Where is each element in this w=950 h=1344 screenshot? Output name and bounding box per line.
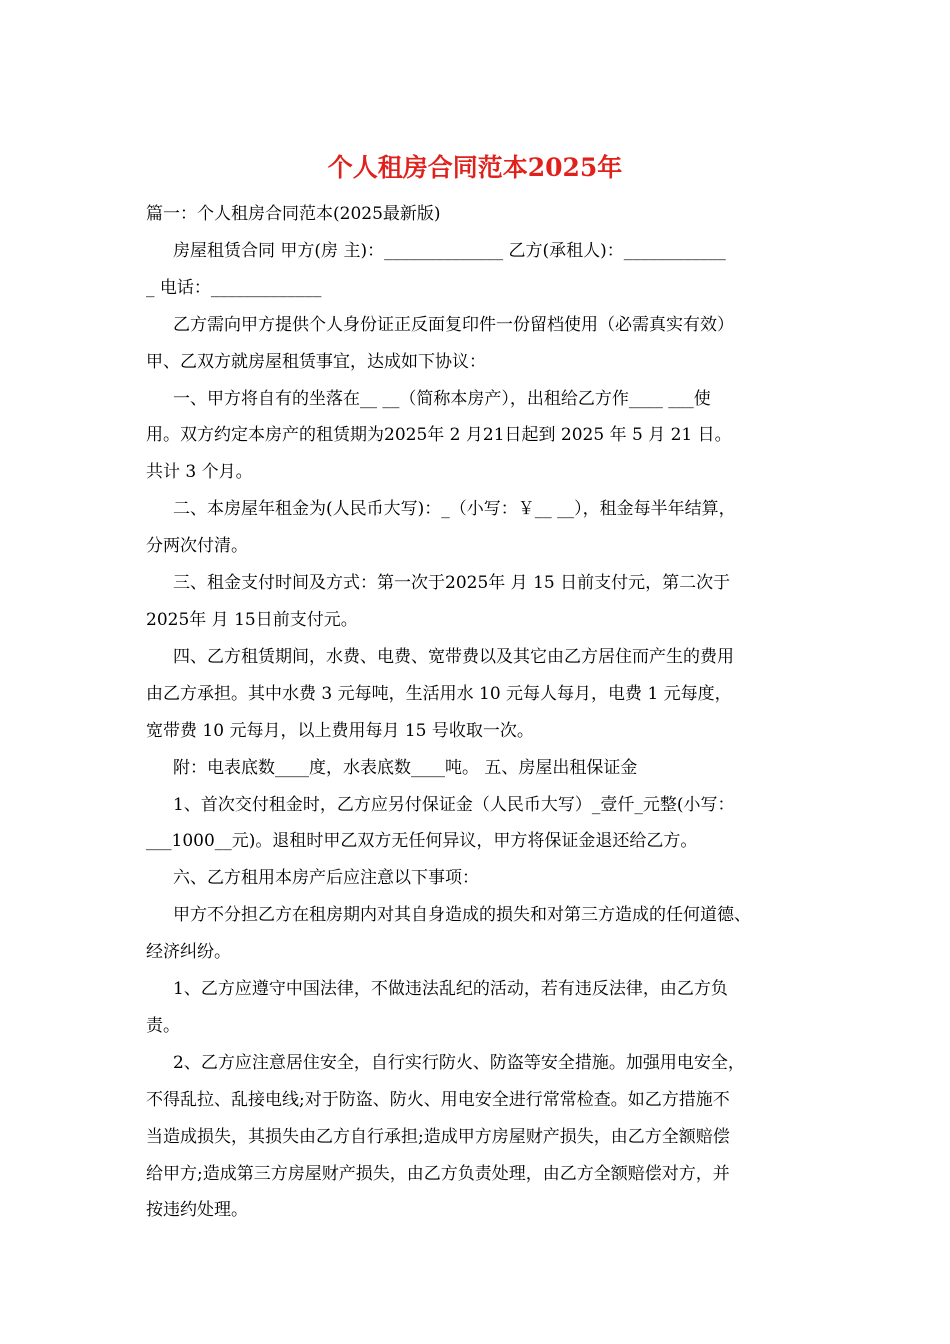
text-line: 二、本房屋年租金为(人民币大写)：_（小写：￥__ __），租金每半年结算， — [173, 499, 736, 520]
text-line: _ 电话：_____________ — [146, 277, 322, 298]
text-line: 甲方不分担乙方在租房期内对其自身造成的损失和对第三方造成的任何道德、 — [173, 905, 751, 926]
document-body — [146, 196, 814, 1229]
text-line: 宽带费 10 元每月，以上费用每月 15 号收取一次。 — [146, 720, 534, 741]
text-line: 共计 3 个月。 — [146, 462, 253, 483]
text-line: 2025年 月 15日前支付元。 — [146, 609, 358, 630]
text-line: 三、租金支付时间及方式：第一次于2025年 月 15 日前支付元，第二次于 — [173, 573, 731, 594]
text-line: 六、乙方租用本房产后应注意以下事项： — [173, 868, 479, 889]
text-line: 分两次付清。 — [146, 536, 248, 557]
text-line: 经济纠纷。 — [146, 942, 231, 963]
text-line: ___1000__元)。退租时甲乙双方无任何异议，甲方将保证金退还给乙方。 — [146, 831, 698, 852]
text-line: 按违约处理。 — [146, 1200, 248, 1221]
text-line: 责。 — [146, 1015, 180, 1036]
document-title: 个人租房合同范本2025年 — [327, 153, 623, 182]
text-line: 用。双方约定本房产的租赁期为2025年 2 月21日起到 2025 年 5 月 21 日。 — [146, 425, 732, 446]
text-line: 篇一：个人租房合同范本(2025最新版) — [146, 204, 441, 224]
text-line: 甲、乙双方就房屋租赁事宜，达成如下协议： — [146, 351, 486, 372]
text-line: 四、乙方租赁期间，水费、电费、宽带费以及其它由乙方居住而产生的费用 — [173, 646, 734, 667]
text-line: 给甲方;造成第三方房屋财产损失，由乙方负责处理，由乙方全额赔偿对方，并 — [146, 1163, 730, 1184]
text-line: 1、首次交付租金时，乙方应另付保证金（人民币大写）_壹仟_元整(小写： — [173, 794, 735, 815]
text-line: 房屋租赁合同 甲方(房 主)：______________ 乙方(承租人)：____________ — [173, 240, 726, 261]
text-line: 乙方需向甲方提供个人身份证正反面复印件一份留档使用（必需真实有效） — [173, 314, 734, 335]
text-line: 不得乱拉、乱接电线;对于防盗、防火、用电安全进行常常检查。如乙方措施不 — [146, 1089, 730, 1110]
text-line: 由乙方承担。其中水费 3 元每吨，生活用水 10 元每人每月，电费 1 元每度， — [146, 683, 732, 704]
text-line: 当造成损失，其损失由乙方自行承担;造成甲方房屋财产损失，由乙方全额赔偿 — [146, 1126, 730, 1147]
text-line: 1、乙方应遵守中国法律，不做违法乱纪的活动，若有违反法律，由乙方负 — [173, 979, 728, 1000]
text-line: 2、乙方应注意居住安全，自行实行防火、防盗等安全措施。加强用电安全， — [173, 1052, 745, 1073]
text-line: 一、甲方将自有的坐落在__ __（简称本房产），出租给乙方作____ ___使 — [173, 388, 711, 409]
text-line: 附：电表底数____度，水表底数____吨。 五、房屋出租保证金 — [173, 757, 638, 778]
